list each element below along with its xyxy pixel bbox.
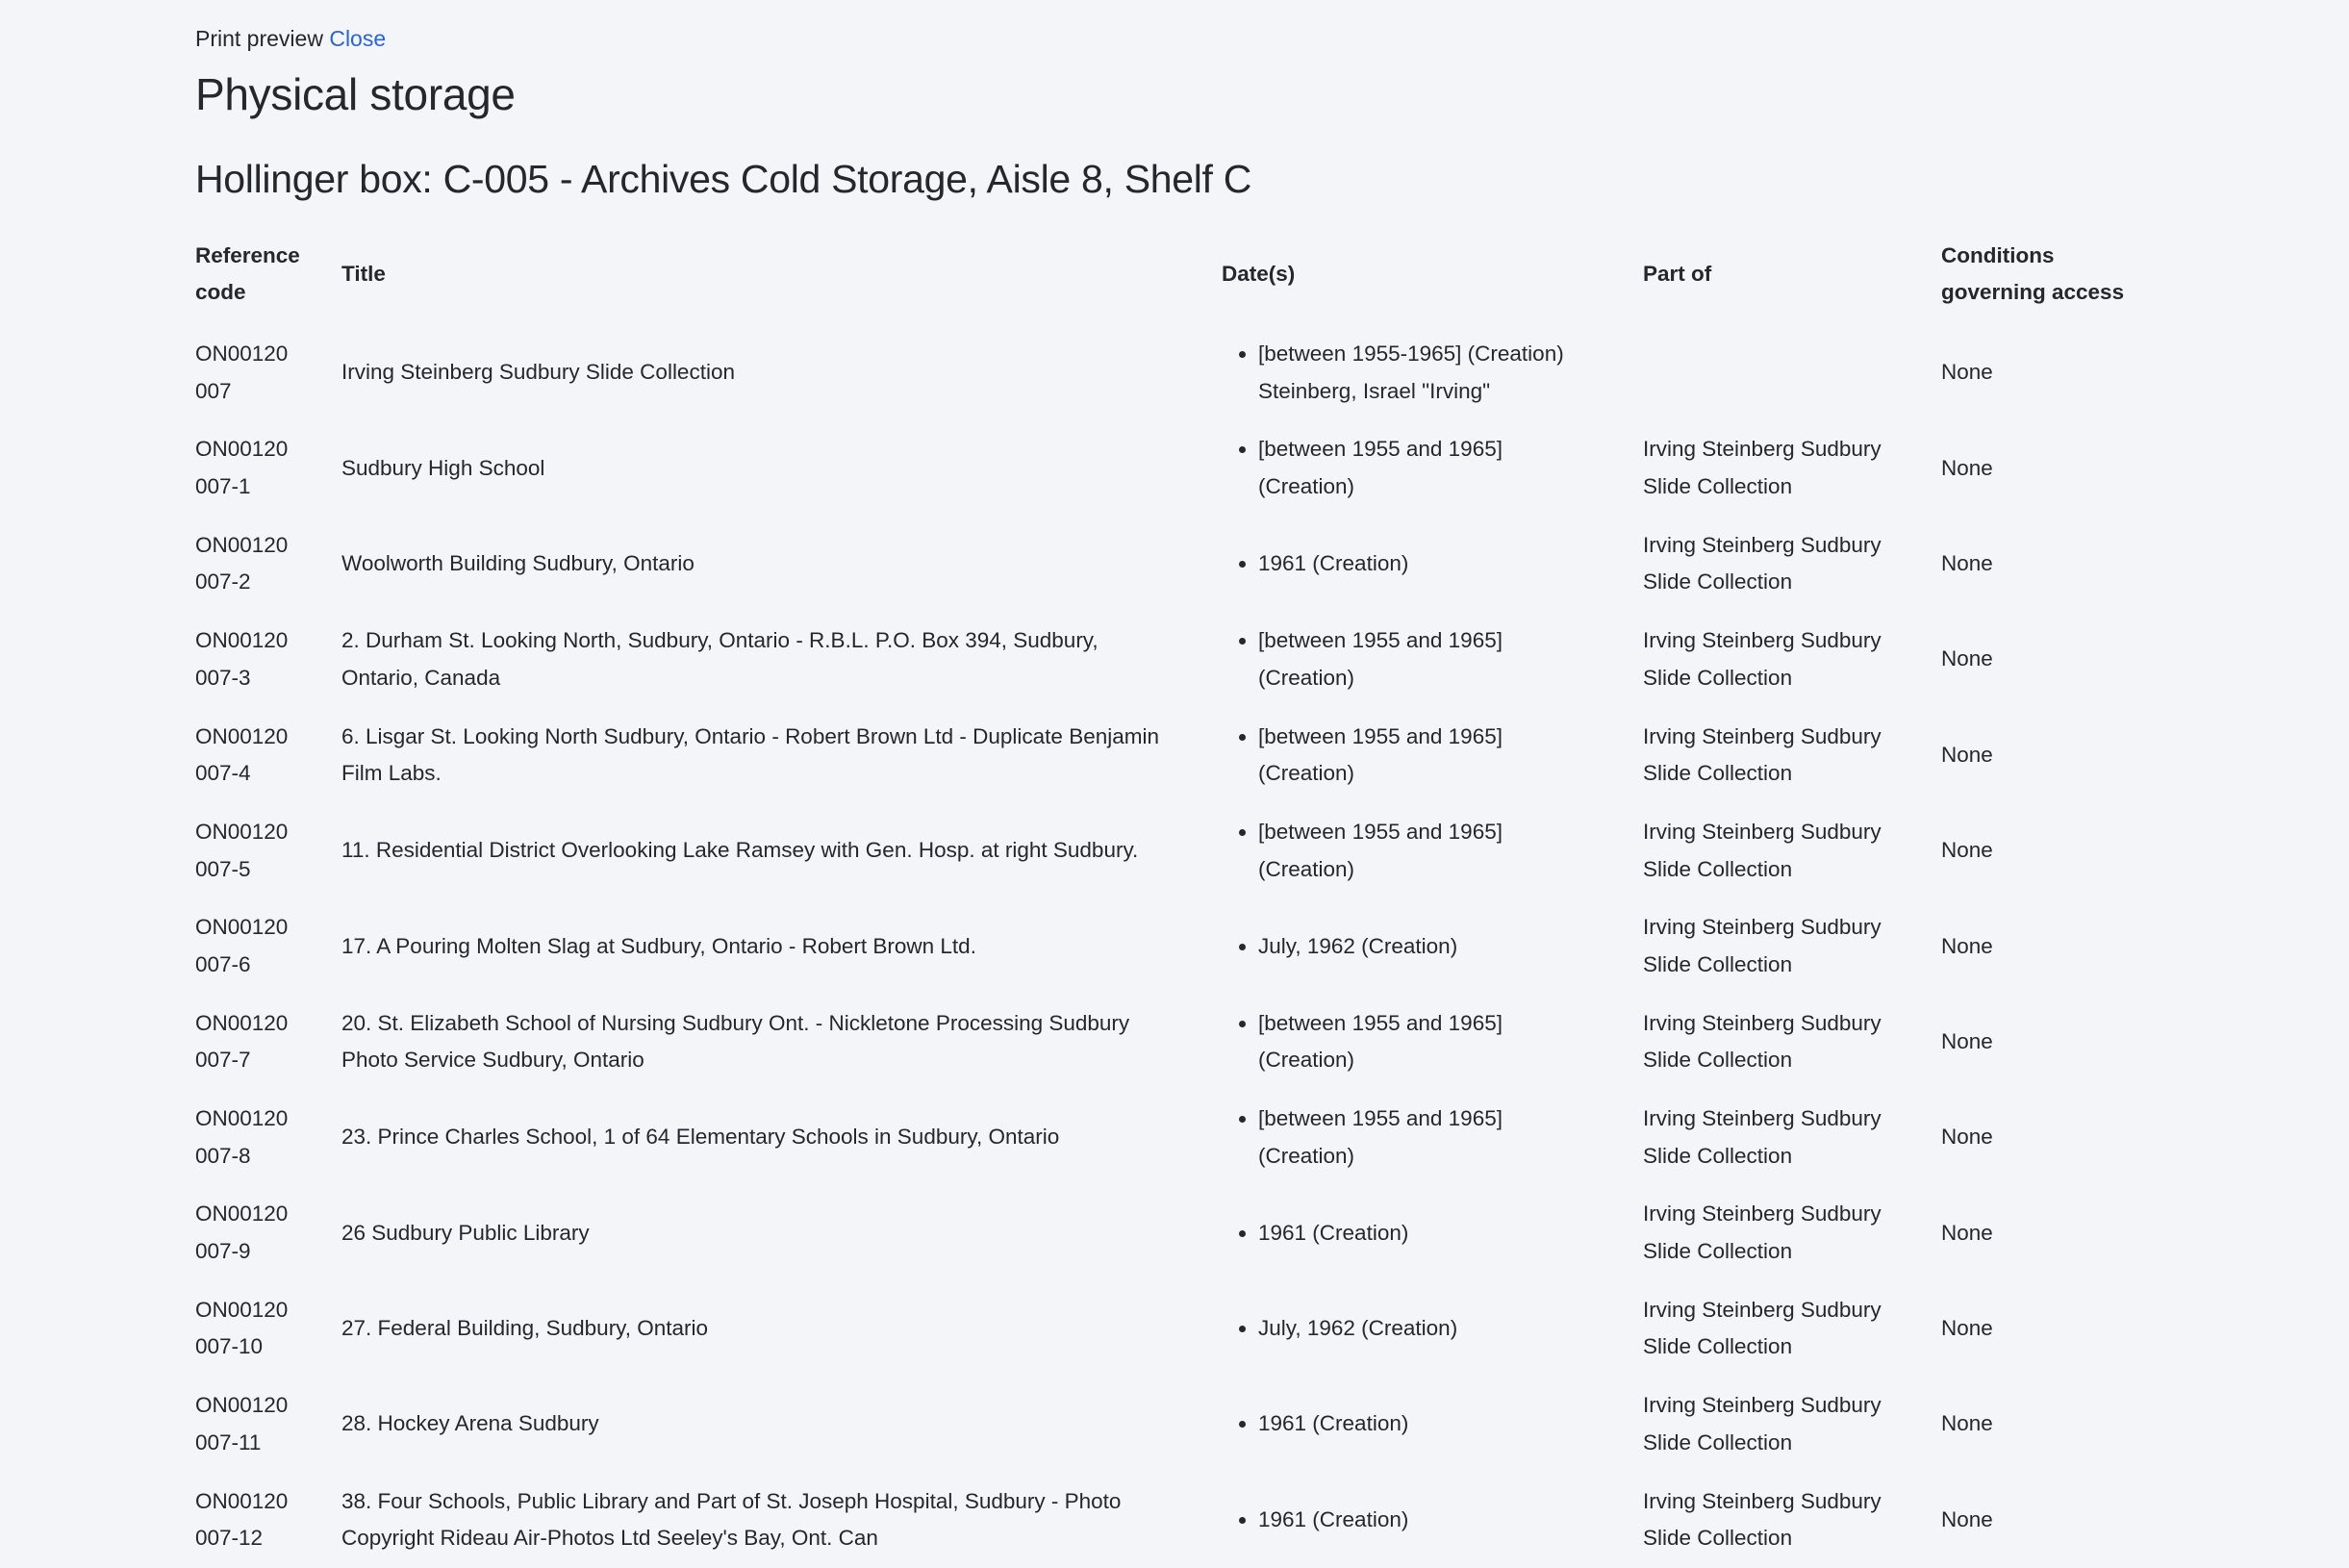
table-row — [195, 1281, 2185, 1377]
dates-cell — [1222, 612, 1643, 707]
title-cell: 11. Residential District Overlooking Lake Ramsey with Gen. Hosp. at right Sudbury. — [341, 838, 1139, 863]
print-preview-label: Print preview — [195, 26, 323, 51]
dates-list — [1222, 1005, 1643, 1079]
table-row — [195, 517, 2185, 612]
dates-cell — [1222, 708, 1643, 803]
dates-cell — [1222, 1090, 1643, 1185]
conditions-cell: None — [1941, 1316, 1993, 1341]
part-of-cell: Irving Steinberg Sudbury Slide Collection — [1643, 1488, 1882, 1551]
dates-cell — [1222, 1185, 1643, 1280]
dates-list — [1222, 928, 1643, 966]
table-row — [195, 325, 2185, 420]
conditions-cell: None — [1941, 646, 1993, 671]
conditions-cell: None — [1941, 1506, 1993, 1531]
conditions-cell: None — [1941, 742, 1993, 767]
date-event — [1258, 1310, 1643, 1348]
date-event — [1258, 431, 1643, 505]
date-line: • July, 1962 (Creation) — [1258, 933, 1458, 958]
header-part-of: Part of — [1643, 261, 1712, 286]
header-reference-code: Reference code — [195, 242, 300, 305]
title-cell: 28. Hockey Arena Sudbury — [341, 1411, 599, 1436]
date-line: • [between 1955 and 1965] — [1258, 1010, 1503, 1035]
date-line: • 1961 (Creation) — [1258, 551, 1409, 576]
dates-list — [1222, 431, 1643, 505]
page-title: Physical storage — [195, 68, 516, 119]
conditions-cell: None — [1941, 1411, 1993, 1436]
part-of-cell: Irving Steinberg Sudbury Slide Collection — [1643, 915, 1882, 976]
table-row — [195, 898, 2185, 994]
table-row — [195, 612, 2185, 707]
date-event — [1258, 1005, 1643, 1079]
table-row — [195, 420, 2185, 516]
dates-cell — [1222, 325, 1643, 420]
conditions-cell: None — [1941, 933, 1993, 958]
reference-code-cell: ON00120 007-6 — [195, 915, 289, 976]
date-event — [1258, 622, 1643, 696]
dates-list — [1222, 1310, 1643, 1348]
conditions-cell: None — [1941, 455, 1993, 480]
part-of-cell: Irving Steinberg Sudbury Slide Collection — [1643, 1393, 1882, 1454]
title-cell: 2. Durham St. Looking North, Sudbury, Ontario - R.B.L. P.O. Box 394, Sudbury, Ontario, Canada — [341, 628, 1099, 690]
reference-code-cell: ON00120 007-4 — [195, 723, 289, 786]
part-of-cell: Irving Steinberg Sudbury Slide Collection — [1643, 1201, 1882, 1264]
dates-cell — [1222, 517, 1643, 612]
dates-cell — [1222, 1473, 1643, 1568]
conditions-cell: None — [1941, 838, 1993, 863]
date-line: • 1961 (Creation) — [1258, 1220, 1409, 1245]
table-row — [195, 995, 2185, 1090]
reference-code-cell: ON00120 007-10 — [195, 1297, 289, 1359]
date-event — [1258, 928, 1643, 966]
date-line: • [between 1955-1965] (Creation) — [1258, 341, 1564, 367]
dates-list — [1222, 814, 1643, 888]
conditions-cell: None — [1941, 1220, 1993, 1245]
dates-cell — [1222, 898, 1643, 994]
dates-list — [1222, 545, 1643, 583]
storage-table-body — [195, 325, 2185, 1568]
dates-cell — [1222, 995, 1643, 1090]
table-row — [195, 1090, 2185, 1185]
title-cell: 26 Sudbury Public Library — [341, 1220, 590, 1245]
title-cell: 6. Lisgar St. Looking North Sudbury, Ontario - Robert Brown Ltd - Duplicate Benjamin Film Labs. — [341, 723, 1160, 786]
reference-code-cell: ON00120 007 — [195, 341, 289, 403]
date-line: • July, 1962 (Creation) — [1258, 1316, 1458, 1341]
header-dates: Date(s) — [1222, 261, 1296, 286]
dates-list — [1222, 336, 1643, 410]
date-line: (Creation) — [1258, 856, 1355, 881]
part-of-cell: Irving Steinberg Sudbury Slide Collection — [1643, 723, 1882, 786]
date-line: • 1961 (Creation) — [1258, 1506, 1409, 1531]
part-of-cell: Irving Steinberg Sudbury Slide Collection — [1643, 819, 1882, 881]
conditions-cell: None — [1941, 1125, 1993, 1150]
title-cell: 23. Prince Charles School, 1 of 64 Elementary Schools in Sudbury, Ontario — [341, 1125, 1060, 1150]
print-preview-toolbar — [195, 25, 2185, 54]
part-of-cell: Irving Steinberg Sudbury Slide Collection — [1643, 437, 1882, 499]
date-line: Steinberg, Israel "Irving" — [1258, 378, 1491, 403]
table-row — [195, 1473, 2185, 1568]
date-event — [1258, 1405, 1643, 1443]
reference-code-cell: ON00120 007-3 — [195, 628, 289, 690]
table-row — [195, 1185, 2185, 1280]
reference-code-cell: ON00120 007-9 — [195, 1201, 289, 1264]
date-line: • [between 1955 and 1965] — [1258, 819, 1503, 844]
physical-storage-table — [195, 226, 2185, 1568]
dates-cell — [1222, 803, 1643, 898]
part-of-cell: Irving Steinberg Sudbury Slide Collection — [1643, 532, 1882, 594]
part-of-cell: Irving Steinberg Sudbury Slide Collection — [1643, 628, 1882, 690]
date-line: • 1961 (Creation) — [1258, 1411, 1409, 1436]
date-line: (Creation) — [1258, 761, 1355, 786]
close-link[interactable]: Close — [329, 26, 387, 51]
conditions-cell: None — [1941, 1028, 1993, 1053]
table-row — [195, 708, 2185, 803]
dates-list — [1222, 1100, 1643, 1175]
reference-code-cell: ON00120 007-2 — [195, 532, 289, 594]
reference-code-cell: ON00120 007-7 — [195, 1010, 289, 1073]
title-cell: 38. Four Schools, Public Library and Part of St. Joseph Hospital, Sudbury - Photo Copyright Rideau Air-Photos Ltd Seeley's Bay, Ont. Can — [341, 1488, 1122, 1551]
date-event — [1258, 336, 1643, 410]
dates-cell — [1222, 420, 1643, 516]
dates-list — [1222, 622, 1643, 696]
date-line: (Creation) — [1258, 474, 1355, 499]
date-event — [1258, 719, 1643, 793]
table-row — [195, 803, 2185, 898]
reference-code-cell: ON00120 007-1 — [195, 437, 289, 499]
date-event — [1258, 545, 1643, 583]
date-line: • [between 1955 and 1965] — [1258, 723, 1503, 748]
dates-list — [1222, 1502, 1643, 1539]
reference-code-cell: ON00120 007-12 — [195, 1488, 289, 1551]
conditions-cell: None — [1941, 551, 1993, 576]
title-cell: 20. St. Elizabeth School of Nursing Sudbury Ont. - Nickletone Processing Sudbury Photo Service Sudbury, Ontario — [341, 1010, 1130, 1073]
date-line: (Creation) — [1258, 1143, 1355, 1168]
date-event — [1258, 1215, 1643, 1252]
date-line: • [between 1955 and 1965] — [1258, 437, 1503, 462]
part-of-cell — [1643, 325, 1941, 420]
reference-code-cell: ON00120 007-8 — [195, 1106, 289, 1168]
table-row — [195, 1377, 2185, 1472]
part-of-cell: Irving Steinberg Sudbury Slide Collection — [1643, 1010, 1882, 1073]
date-event — [1258, 1100, 1643, 1175]
reference-code-cell: ON00120 007-5 — [195, 819, 289, 881]
table-header-row — [195, 226, 2185, 325]
title-cell: 27. Federal Building, Sudbury, Ontario — [341, 1316, 709, 1341]
dates-list — [1222, 1215, 1643, 1252]
date-line: (Creation) — [1258, 665, 1355, 690]
date-event — [1258, 814, 1643, 888]
title-cell: Irving Steinberg Sudbury Slide Collection — [341, 360, 735, 385]
dates-cell — [1222, 1377, 1643, 1472]
conditions-cell: None — [1941, 360, 1993, 385]
date-event — [1258, 1502, 1643, 1539]
title-cell: Woolworth Building Sudbury, Ontario — [341, 551, 695, 576]
reference-code-cell: ON00120 007-11 — [195, 1393, 289, 1454]
date-line: • [between 1955 and 1965] — [1258, 628, 1503, 653]
dates-list — [1222, 1405, 1643, 1443]
dates-list — [1222, 719, 1643, 793]
part-of-cell: Irving Steinberg Sudbury Slide Collection — [1643, 1106, 1882, 1168]
title-cell: 17. A Pouring Molten Slag at Sudbury, Ontario - Robert Brown Ltd. — [341, 933, 976, 958]
header-conditions-governing-access: Conditions governing access — [1941, 242, 2125, 305]
date-line: (Creation) — [1258, 1048, 1355, 1073]
storage-container-title: Hollinger box: C-005 - Archives Cold Storage, Aisle 8, Shelf C — [195, 157, 1252, 202]
part-of-cell: Irving Steinberg Sudbury Slide Collection — [1643, 1297, 1882, 1359]
date-line: • [between 1955 and 1965] — [1258, 1106, 1503, 1131]
header-title: Title — [341, 261, 386, 286]
title-cell: Sudbury High School — [341, 455, 545, 480]
dates-cell — [1222, 1281, 1643, 1377]
